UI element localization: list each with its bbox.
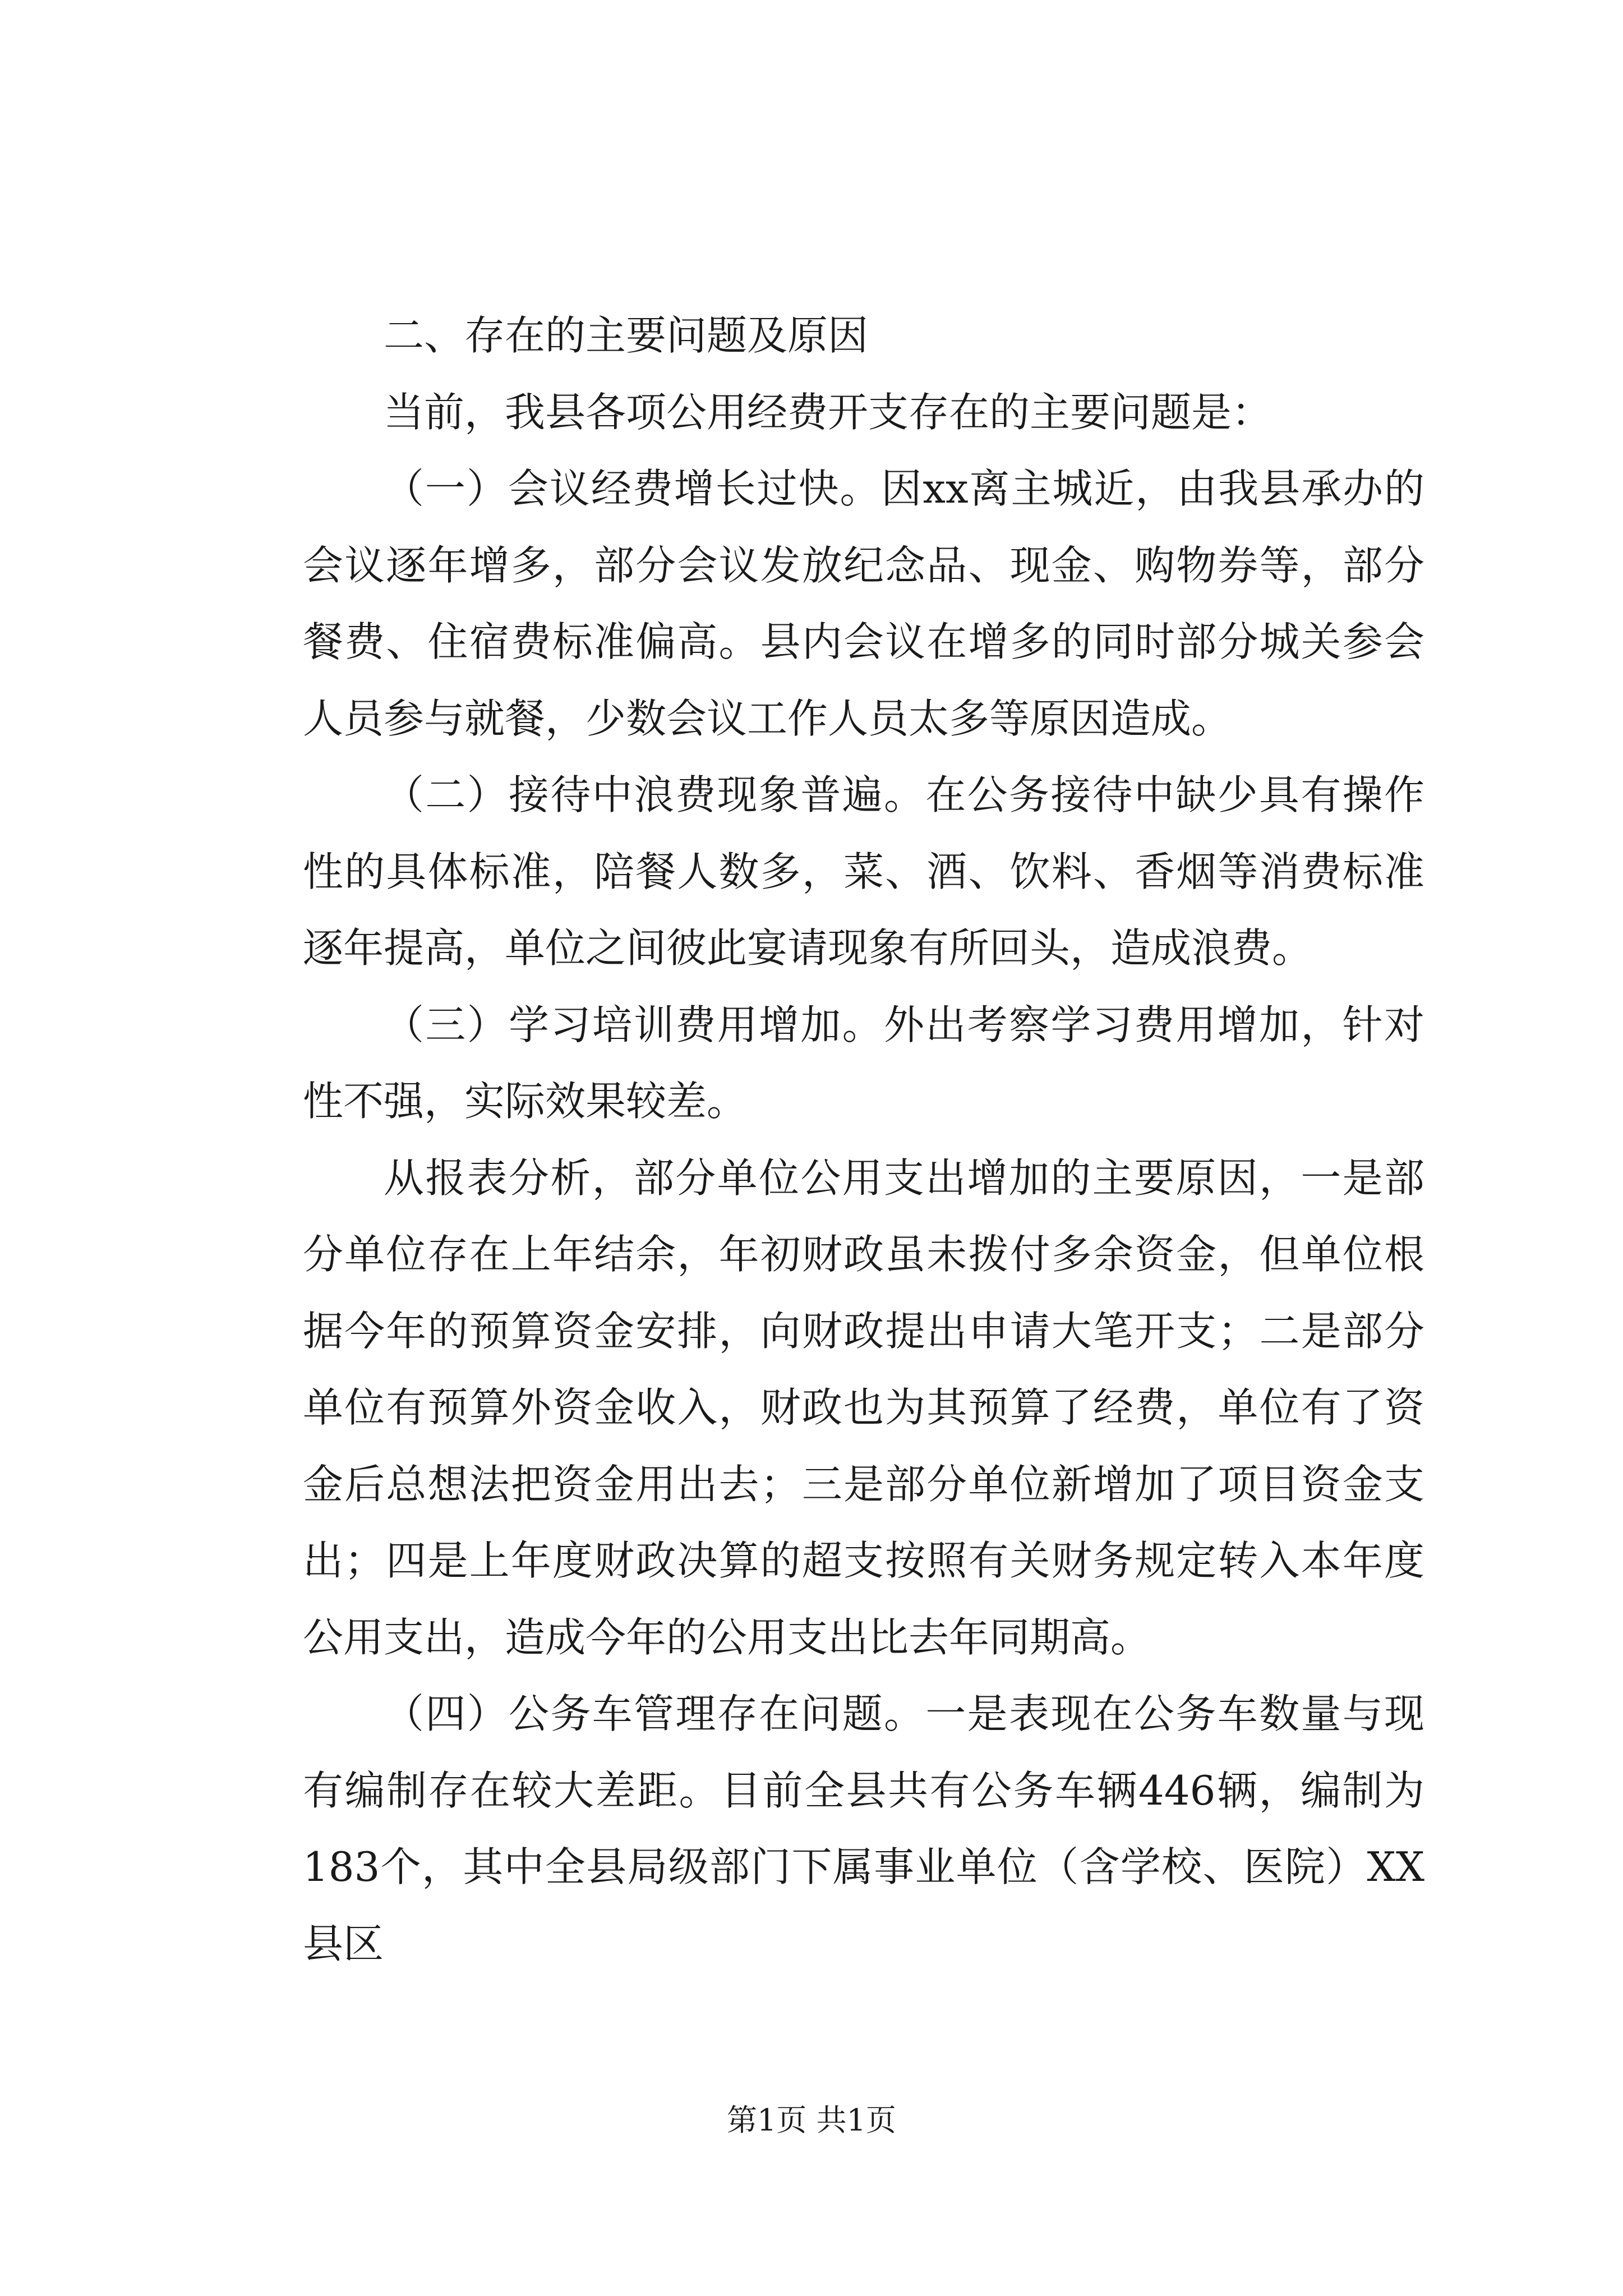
document-body xyxy=(303,297,1424,1982)
paragraph: （一）会议经费增长过快。因xx离主城近，由我县承办的会议逐年增多，部分会议发放纪念品、现金、购物券等，部分餐费、住宿费标准偏高。县内会议在增多的同时部分城关参会人员参与就餐，少数会议工作人员太多等原因造成。 xyxy=(303,465,1424,742)
paragraph: （四）公务车管理存在问题。一是表现在公务车数量与现有编制存在较大差距。目前全县共有公务车辆446辆，编制为183个，其中全县局级部门下属事业单位（含学校、医院）XX县区 xyxy=(303,1690,1424,1967)
section-heading: 二、存在的主要问题及原因 xyxy=(384,312,869,359)
paragraph: （二）接待中浪费现象普遍。在公务接待中缺少具有操作性的具体标准，陪餐人数多，菜、酒、饮料、香烟等消费标准逐年提高，单位之间彼此宴请现象有所回头，造成浪费。 xyxy=(303,771,1424,972)
paragraph: 从报表分析，部分单位公用支出增加的主要原因，一是部分单位存在上年结余，年初财政虽未拨付多余资金，但单位根据今年的预算资金安排，向财政提出申请大笔开支；二是部分单位有预算外资金收入，财政也为其预算了经费，单位有了资金后总想法把资金用出去；三是部分单位新增加了项目资金支出；四是上年度财政决算的超支按照有关财务规定转入本年度公用支出，造成今年的公用支出比去年同期高。 xyxy=(303,1154,1424,1661)
page-footer xyxy=(0,2101,1623,2140)
page-number: 第1页 共1页 xyxy=(727,2102,896,2138)
paragraph: （三）学习培训费用增加。外出考察学习费用增加，针对性不强，实际效果较差。 xyxy=(303,1001,1424,1125)
paragraph: 当前，我县各项公用经费开支存在的主要问题是： xyxy=(384,388,1272,436)
